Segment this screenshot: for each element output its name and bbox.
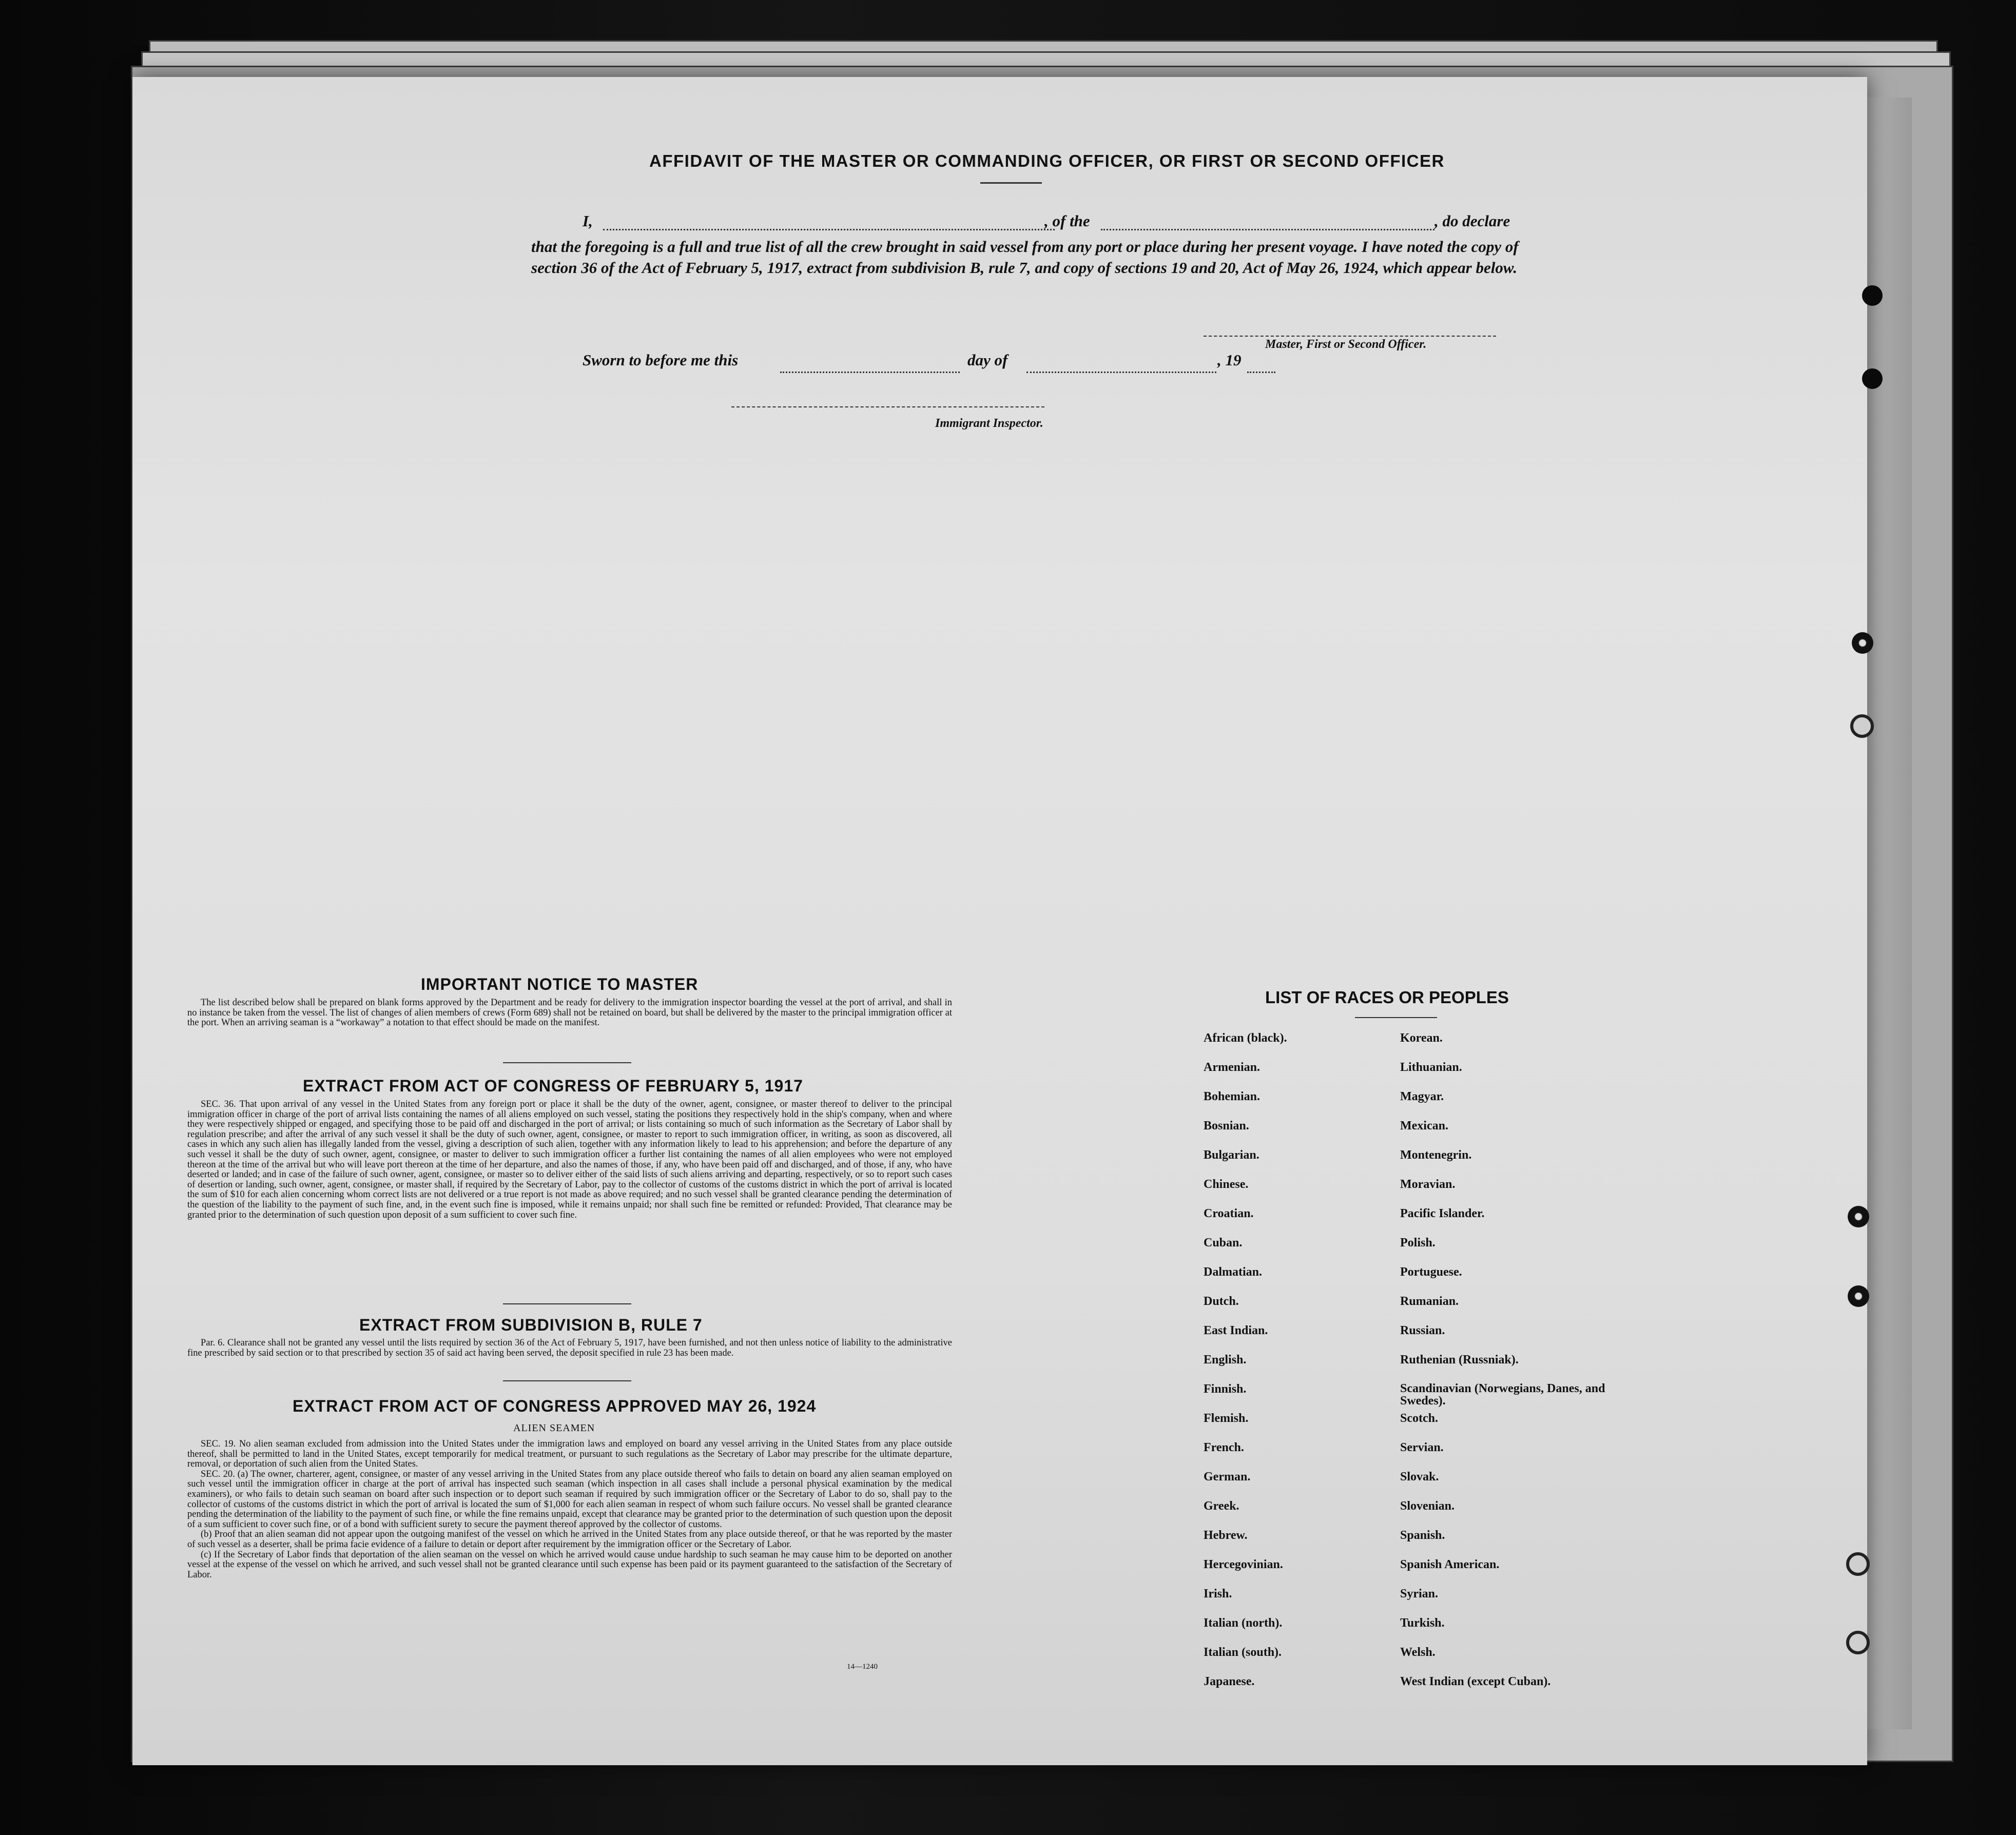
extract-rule7-title: EXTRACT FROM SUBDIVISION B, RULE 7 [359,1316,703,1334]
sworn-label: Sworn to before me this [583,351,739,369]
master-signature-line[interactable] [1204,335,1496,337]
extract-1924-title: EXTRACT FROM ACT OF CONGRESS APPROVED MAY 26, 1924 [293,1397,817,1415]
race-item: East Indian. [1204,1324,1268,1337]
race-item: Hebrew. [1204,1529,1248,1542]
race-item: Hercegovinian. [1204,1558,1283,1571]
day-of-label: day of [967,351,1008,369]
master-caption: Master, First or Second Officer. [1265,338,1427,351]
race-item: Bosnian. [1204,1119,1249,1133]
extract-1924-text: SEC. 19. No alien seaman excluded from admission into the United States under the immigration laws and employed on board any vessel arriving in the United States from any place outside thereof, shall be permitted to land in the United States, except temporarily for medical treatment, or pursuant to such regulations as the Secretary of Labor may prescribe for the ultimate departure, removal, or deportation of such alien from the United States. SEC. 20. (a) The owner, charterer, agent, consignee, or master of any vessel arriving in the United States from any place outside thereof who fails to detain on board any alien seaman employed on such vessel until the immigration officer in charge at the port of arrival has inspected such seaman (which inspection in all cases shall include a personal physical examination by the medical examiners), or who fails to detain such seaman on board after such inspection or to deport such seaman if required by such immigration officer or the Secretary of Labor to do so, shall pay to the collector of customs of the customs district in which the port of arrival is located the sum of $1,000 for each alien seaman in respect of whom such failure occurs. No vessel shall be granted clearance pending the determination of the liability to the payment of such fine, or while the fine remains unpaid, except that clearance may be granted prior to the determination of such question upon the deposit of a sum sufficient to cover such fine, or of a bond with sufficient surety to secure the payment thereof approved by the collector of customs. (b) Proof that an alien seaman did not appear upon the outgoing manifest of the vessel on which he arrived in the United States from any place outside thereof, or that he was reported by the master of such vessel as a deserter, shall be prima facie evidence of a failure to detain or deport after requirement by the immigration officer or the Secretary of Labor. (c) If the Secretary of Labor finds that deportation of the alien seaman on the vessel on which he arrived would cause undue hardship to such seaman he may cause him to be deported on another vessel at the expense of the vessel on which he arrived, and such vessel shall not be granted clearance until such expense has been paid or its payment guaranteed to the satisfaction of the Secretary of Labor. [187,1439,952,1580]
notice-text: The list described below shall be prepared on blank forms approved by the Department and be ready for delivery to the immigration inspector boarding the vessel at the port of arrival, and shall in no instance be taken from the vessel. The list of changes of alien members of crews (Form 689) shall not be retained on board, but shall be delivered by the master to the principal immigration officer at the port. When an arriving seaman is a “workaway” a notation to that effect should be made on the manifest. [187,998,952,1028]
race-item: Bulgarian. [1204,1148,1259,1162]
race-item: Bohemian. [1204,1090,1261,1103]
declaration-first-line [531,210,1532,233]
alien-seamen-subtitle: ALIEN SEAMEN [513,1422,595,1434]
race-item: Ruthenian (Russniak). [1400,1353,1519,1367]
race-item: Servian. [1400,1441,1444,1454]
race-item: Italian (north). [1204,1616,1283,1630]
binder-hole [1862,285,1883,306]
race-item: Irish. [1204,1587,1232,1600]
do-declare-label: , do declare [1435,212,1510,230]
declarant-name-field[interactable] [603,213,1055,230]
extract-1917-text: SEC. 36. That upon arrival of any vessel in the United States from any foreign port or place it shall be the duty of the owner, agent, consignee, or master thereof to deliver to the principal immigration officer in charge of the port of arrival lists containing the names of all aliens employed on such vessel, stating the positions they respectively hold in the ship's company, when and where they were respectively shipped or engaged, and specifying those to be paid off and discharged in the port of arrival; or lists containing so much of such information as the Secretary of Labor shall by regulation prescribe; and after the arrival of any such vessel it shall be the duty of such owner, agent, consignee, or master to report to such immigration officer, in writing, as soon as discovered, all cases in which any such alien has illegally landed from the vessel, giving a description of such alien, together with any information likely to lead to his apprehension; and before the departure of any such vessel it shall be the duty of such owner, agent, consignee, or master to deliver to such immigration officer a further list containing the names of all alien employees who were not employed thereon at the time of the arrival but who will leave port thereon at the time of her departure, and also the names of those, if any, who have been paid off and discharged, and of those, if any, who have deserted or landed; and in case of the failure of such owner, agent, consignee, or master so to deliver either of the said lists of such aliens arriving and departing, respectively, or so to report such cases of desertion or landing, such owner, agent, consignee, or master shall, if required by the Secretary of Labor, pay to the collector of customs of the customs district in which the port of arrival is located the sum of $10 for each alien concerning whom correct lists are not delivered or a true report is not made as above required; and no such vessel shall be granted clearance pending the determination of the question of the liability to the payment of such fine, and, in the event such fine is imposed, while it remains unpaid; nor shall such fine be remitted or refunded: Provided, That clearance may be granted prior to the determination of such question upon deposit of a sum sufficient to cover such fine. [187,1099,952,1220]
binder-hole [1862,368,1883,389]
binder-rivet [1852,632,1873,654]
race-item: Spanish American. [1400,1558,1500,1571]
extract-1917-title: EXTRACT FROM ACT OF CONGRESS OF FEBRUARY 5, 1917 [303,1077,803,1095]
divider [503,1380,631,1381]
race-item: Montenegrin. [1400,1148,1472,1162]
vessel-name-field[interactable] [1101,213,1435,230]
binder-rivet [1848,1285,1869,1307]
sworn-day-field[interactable] [780,356,960,373]
divider [980,182,1042,184]
race-item: Armenian. [1204,1061,1260,1074]
race-item: Scandinavian (Norwegians, Danes, and Swedes). [1400,1382,1605,1408]
race-item: English. [1204,1353,1247,1367]
race-item: Finnish. [1204,1382,1247,1396]
race-item: Slovenian. [1400,1499,1455,1513]
race-item: German. [1204,1470,1251,1483]
sworn-month-field[interactable] [1026,356,1216,373]
race-item: Korean. [1400,1031,1443,1045]
race-item: Slovak. [1400,1470,1439,1483]
affidavit-title: AFFIDAVIT OF THE MASTER OR COMMANDING OFFICER, OR FIRST OR SECOND OFFICER [649,151,1445,170]
binder-hole [1846,1552,1870,1576]
race-item: Japanese. [1204,1675,1255,1688]
race-item: Polish. [1400,1236,1436,1250]
extract-rule7-text: Par. 6. Clearance shall not be granted any vessel until the lists required by section 36 of the Act of February 5, 1917, have been furnished, and not then unless notice of liability to the administrative fine prescribed by said section or to that prescribed by section 35 of said act having been served, the deposit specified in rule 23 has been made. [187,1338,952,1358]
race-item: Lithuanian. [1400,1061,1462,1074]
binder-hole [1850,714,1874,738]
races-title: LIST OF RACES OR PEOPLES [1265,988,1509,1007]
form-number: 14—1240 [847,1663,878,1671]
race-item: Dalmatian. [1204,1265,1262,1279]
race-item: African (black). [1204,1031,1287,1045]
race-item: Chinese. [1204,1178,1249,1191]
binder-hole [1846,1631,1870,1654]
year-label: , 19 [1217,351,1242,369]
race-item: Greek. [1204,1499,1239,1513]
race-item: Pacific Islander. [1400,1207,1485,1220]
race-item: Dutch. [1204,1295,1239,1308]
race-item: Croatian. [1204,1207,1254,1220]
race-item: Spanish. [1400,1529,1445,1542]
race-item: West Indian (except Cuban). [1400,1675,1551,1688]
race-item: Turkish. [1400,1616,1445,1630]
race-item: Syrian. [1400,1587,1439,1600]
divider [503,1303,631,1304]
declarant-label: I, [583,212,593,230]
notice-title: IMPORTANT NOTICE TO MASTER [421,975,699,993]
race-item: Russian. [1400,1324,1445,1337]
race-item: Welsh. [1400,1646,1436,1659]
declaration-paragraph: that the foregoing is a full and true list of all the crew brought in said vessel from any port or place during her present voyage. I have noted the copy of section 36 of the Act of February 5, 1917, extract from subdivision B, rule 7, and copy of sections 19 and 20, Act of May 26, 1924, which appear below. [531,238,1519,277]
race-item: Flemish. [1204,1412,1249,1425]
race-item: French. [1204,1441,1244,1454]
race-item: Italian (south). [1204,1646,1282,1659]
race-item: Magyar. [1400,1090,1444,1103]
inspector-signature-line[interactable] [731,405,1044,407]
race-item: Rumanian. [1400,1295,1459,1308]
race-item: Cuban. [1204,1236,1243,1250]
race-item: Portuguese. [1400,1265,1462,1279]
race-item: Scotch. [1400,1412,1438,1425]
divider [1355,1017,1437,1018]
race-item: Moravian. [1400,1178,1456,1191]
divider [503,1062,631,1063]
race-item: Mexican. [1400,1119,1448,1133]
of-the-label: , of the [1044,212,1090,230]
sworn-year-field[interactable] [1247,356,1275,373]
binder-rivet [1848,1206,1869,1227]
inspector-caption: Immigrant Inspector. [935,417,1043,430]
